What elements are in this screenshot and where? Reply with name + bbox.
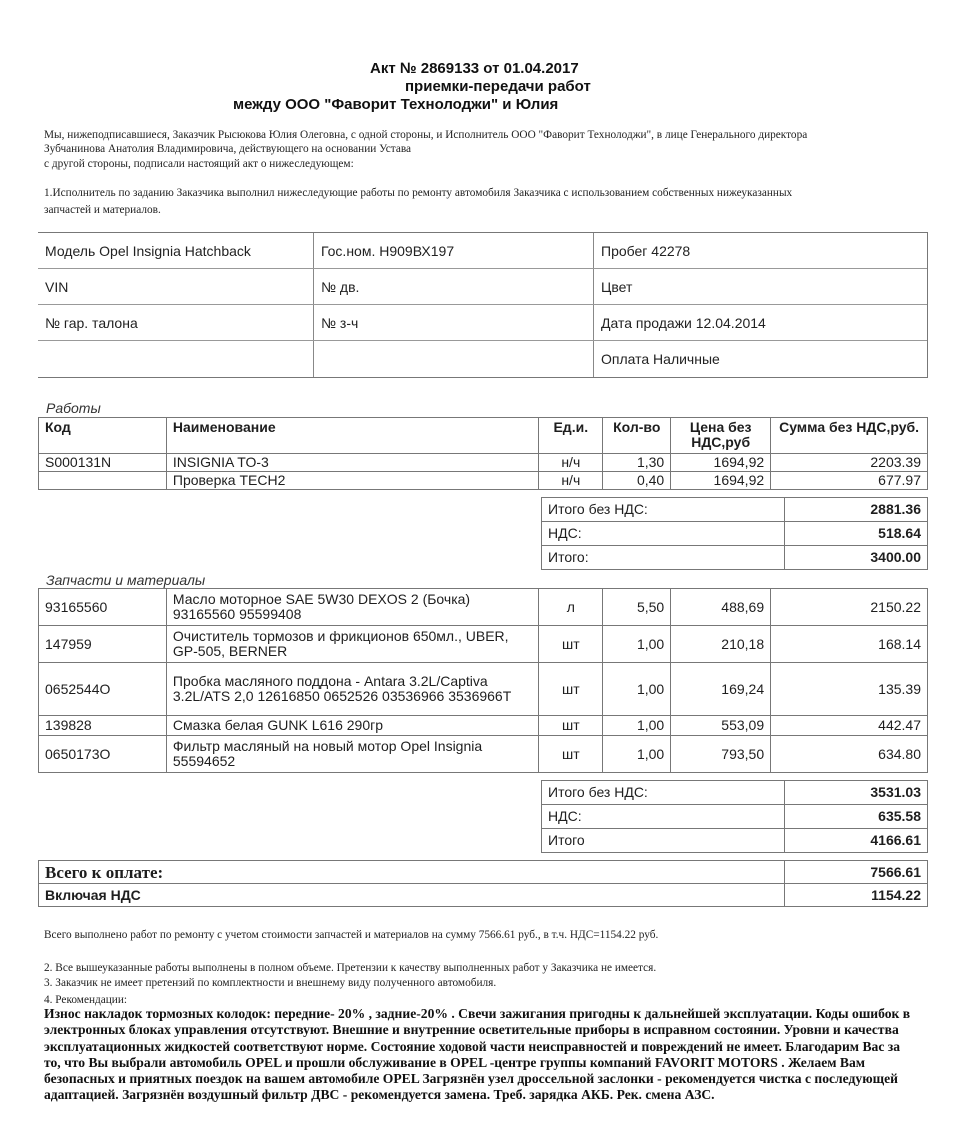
part-sum: 634.80: [771, 736, 928, 773]
vehicle-mileage: Пробег 42278: [593, 233, 927, 268]
part-price: 488,69: [671, 589, 771, 626]
work-name: Проверка TECH2: [166, 472, 538, 490]
col-unit: Ед.и.: [539, 418, 603, 454]
works-subtotal-value: 2881.36: [785, 498, 928, 522]
works-total-label: Итого:: [542, 546, 785, 570]
col-qty: Кол-во: [603, 418, 671, 454]
work-unit: н/ч: [539, 472, 603, 490]
parts-subtotal-value: 3531.03: [785, 781, 928, 805]
table-row: [39, 454, 928, 472]
col-sum: Сумма без НДС,руб.: [771, 418, 928, 454]
vehicle-plate: Гос.ном. Н909ВХ197: [313, 233, 593, 268]
vehicle-row: [38, 341, 927, 377]
work-sum: 2203.39: [771, 454, 928, 472]
part-price: 169,24: [671, 663, 771, 716]
totals-row: [542, 829, 928, 853]
grand-vat-label: Включая НДС: [39, 884, 785, 907]
part-price: 210,18: [671, 626, 771, 663]
part-unit: шт: [539, 716, 603, 736]
totals-row: [542, 546, 928, 570]
grand-vat-value: 1154.22: [785, 884, 928, 907]
vehicle-row: [38, 269, 927, 305]
works-vat-label: НДС:: [542, 522, 785, 546]
clause-3: 3. Заказчик не имеет претензий по комплектности и внешнему виду полученного автомобиля.: [44, 977, 497, 989]
table-row: [39, 663, 928, 716]
clause-4: 4. Рекомендации:: [44, 994, 128, 1006]
vehicle-info-table: [38, 232, 928, 378]
part-code: 0650173O: [39, 736, 167, 773]
intro-line-3: с другой стороны, подписали настоящий акт о нижеследующем:: [44, 158, 354, 170]
clause-2: 2. Все вышеуказанные работы выполнены в полном объеме. Претензии к качеству выполненных работ у Заказчика не имеется.: [44, 962, 657, 974]
part-sum: 442.47: [771, 716, 928, 736]
part-name: Пробка масляного поддона - Antara 3.2L/Captiva 3.2L/ATS 2,0 12616850 0652526 03536966 3536966T: [166, 663, 538, 716]
recommendations-text: Износ накладок тормозных колодок: передние- 20% , задние-20% . Свечи зажигания пригодны к дальнейшей эксплуатации. Коды ошибок в электронных блоках управления отсутствуют. Внешние и внутренние осветительные приборы в исправном состоянии. Уровни и качества эксплуатационных жидкостей соответствуют норме. Состояние ходовой части неисправностей и повреждений не имеет. Благодарим Вас за то, что Вы выбрали автомобиль OPEL и прошли обслуживание в OPEL -центре группы компаний FAVORIT MOTORS . Желаем Вам безопасных и приятных поездок на вашем автомобиле OPEL Загрязнён узел дроссельной заслонки - рекомендуется чистка с последующей адаптацией. Загрязнён воздушный фильтр ДВС - рекомендуется замена. Треб. зарядка АКБ. Рек. смена АЗС.: [44, 1006, 911, 1103]
vehicle-order-no: № з-ч: [313, 305, 593, 340]
works-table: [38, 417, 928, 490]
grand-vat-row: [39, 884, 928, 907]
act-subtitle: приемки-передачи работ: [405, 78, 591, 95]
summary-text: Всего выполнено работ по ремонту с учетом стоимости запчастей и материалов на сумму 7566.61 руб., в т.ч. НДС=1154.22 руб.: [44, 929, 659, 941]
part-code: 93165560: [39, 589, 167, 626]
part-sum: 168.14: [771, 626, 928, 663]
work-qty: 1,30: [603, 454, 671, 472]
part-qty: 1,00: [603, 736, 671, 773]
work-name: INSIGNIA TO-3: [166, 454, 538, 472]
table-row: [39, 472, 928, 490]
vehicle-row: [38, 233, 927, 269]
vehicle-empty-cell: [38, 341, 313, 377]
part-name: Фильтр масляный на новый мотор Opel Insignia 55594652: [166, 736, 538, 773]
work-qty: 0,40: [603, 472, 671, 490]
parts-vat-value: 635.58: [785, 805, 928, 829]
parts-total-value: 4166.61: [785, 829, 928, 853]
parts-total-label: Итого: [542, 829, 785, 853]
work-price: 1694,92: [671, 454, 771, 472]
vehicle-payment: Оплата Наличные: [593, 341, 927, 377]
col-price: Цена без НДС,руб: [671, 418, 771, 454]
totals-row: [542, 805, 928, 829]
work-code: S000131N: [39, 454, 167, 472]
part-qty: 5,50: [603, 589, 671, 626]
vehicle-sale-date: Дата продажи 12.04.2014: [593, 305, 927, 340]
part-price: 553,09: [671, 716, 771, 736]
col-name: Наименование: [166, 418, 538, 454]
parts-section-title: Запчасти и материалы: [46, 572, 206, 588]
vehicle-engine-no: № дв.: [313, 269, 593, 304]
part-name: Масло моторное SAE 5W30 DEXOS 2 (Бочка) 93165560 95599408: [166, 589, 538, 626]
totals-row: [542, 522, 928, 546]
vehicle-vin: VIN: [45, 278, 69, 295]
part-sum: 2150.22: [771, 589, 928, 626]
clause-1-line-2: запчастей и материалов.: [44, 204, 161, 216]
part-qty: 1,00: [603, 626, 671, 663]
totals-row: [542, 781, 928, 805]
work-code: [39, 472, 167, 490]
part-name: Очиститель тормозов и фрикционов 650мл., UBER, GP-505, BERNER: [166, 626, 538, 663]
intro-line-1: Мы, нижеподписавшиеся, Заказчик Рысюкова Юлия Олеговна, с одной стороны, и Исполнитель ООО "Фаворит Технолоджи", в лице Генерального директора: [44, 129, 808, 141]
table-row: [39, 626, 928, 663]
part-unit: шт: [539, 663, 603, 716]
work-price: 1694,92: [671, 472, 771, 490]
grand-total-value: 7566.61: [785, 861, 928, 884]
works-total-value: 3400.00: [785, 546, 928, 570]
part-code: 147959: [39, 626, 167, 663]
table-row: [39, 716, 928, 736]
part-unit: шт: [539, 736, 603, 773]
grand-total-table: [38, 860, 928, 907]
part-unit: л: [539, 589, 603, 626]
vehicle-row: [38, 305, 927, 341]
works-section-title: Работы: [46, 400, 101, 416]
vehicle-warranty-no: № гар. талона: [45, 314, 138, 331]
works-header-row: [39, 418, 928, 454]
part-sum: 135.39: [771, 663, 928, 716]
works-subtotal-label: Итого без НДС:: [542, 498, 785, 522]
part-price: 793,50: [671, 736, 771, 773]
grand-total-row: [39, 861, 928, 884]
work-unit: н/ч: [539, 454, 603, 472]
col-code: Код: [39, 418, 167, 454]
intro-line-2: Зубчанинова Анатолия Владимировича, действующего на основании Устава: [44, 143, 412, 155]
part-qty: 1,00: [603, 663, 671, 716]
parts-vat-label: НДС:: [542, 805, 785, 829]
act-parties: между ООО "Фаворит Технолоджи" и Юлия: [233, 96, 559, 113]
act-title: Акт № 2869133 от 01.04.2017: [370, 60, 579, 77]
vehicle-color: Цвет: [593, 269, 927, 304]
part-unit: шт: [539, 626, 603, 663]
table-row: [39, 736, 928, 773]
part-code: 139828: [39, 716, 167, 736]
parts-subtotal-label: Итого без НДС:: [542, 781, 785, 805]
grand-total-label: Всего к оплате:: [39, 861, 785, 884]
part-code: 0652544O: [39, 663, 167, 716]
works-totals-table: [541, 497, 928, 570]
part-name: Смазка белая GUNK L616 290гр: [166, 716, 538, 736]
vehicle-empty-cell: [313, 341, 593, 377]
clause-1-line-1: 1.Исполнитель по заданию Заказчика выполнил нижеследующие работы по ремонту автомобиля Заказчика с использованием собственных нижеуказанных: [44, 187, 793, 199]
work-sum: 677.97: [771, 472, 928, 490]
table-row: [39, 589, 928, 626]
parts-table: [38, 588, 928, 773]
part-qty: 1,00: [603, 716, 671, 736]
vehicle-model: Модель Opel Insignia Hatchback: [45, 242, 251, 259]
totals-row: [542, 498, 928, 522]
works-vat-value: 518.64: [785, 522, 928, 546]
parts-totals-table: [541, 780, 928, 853]
